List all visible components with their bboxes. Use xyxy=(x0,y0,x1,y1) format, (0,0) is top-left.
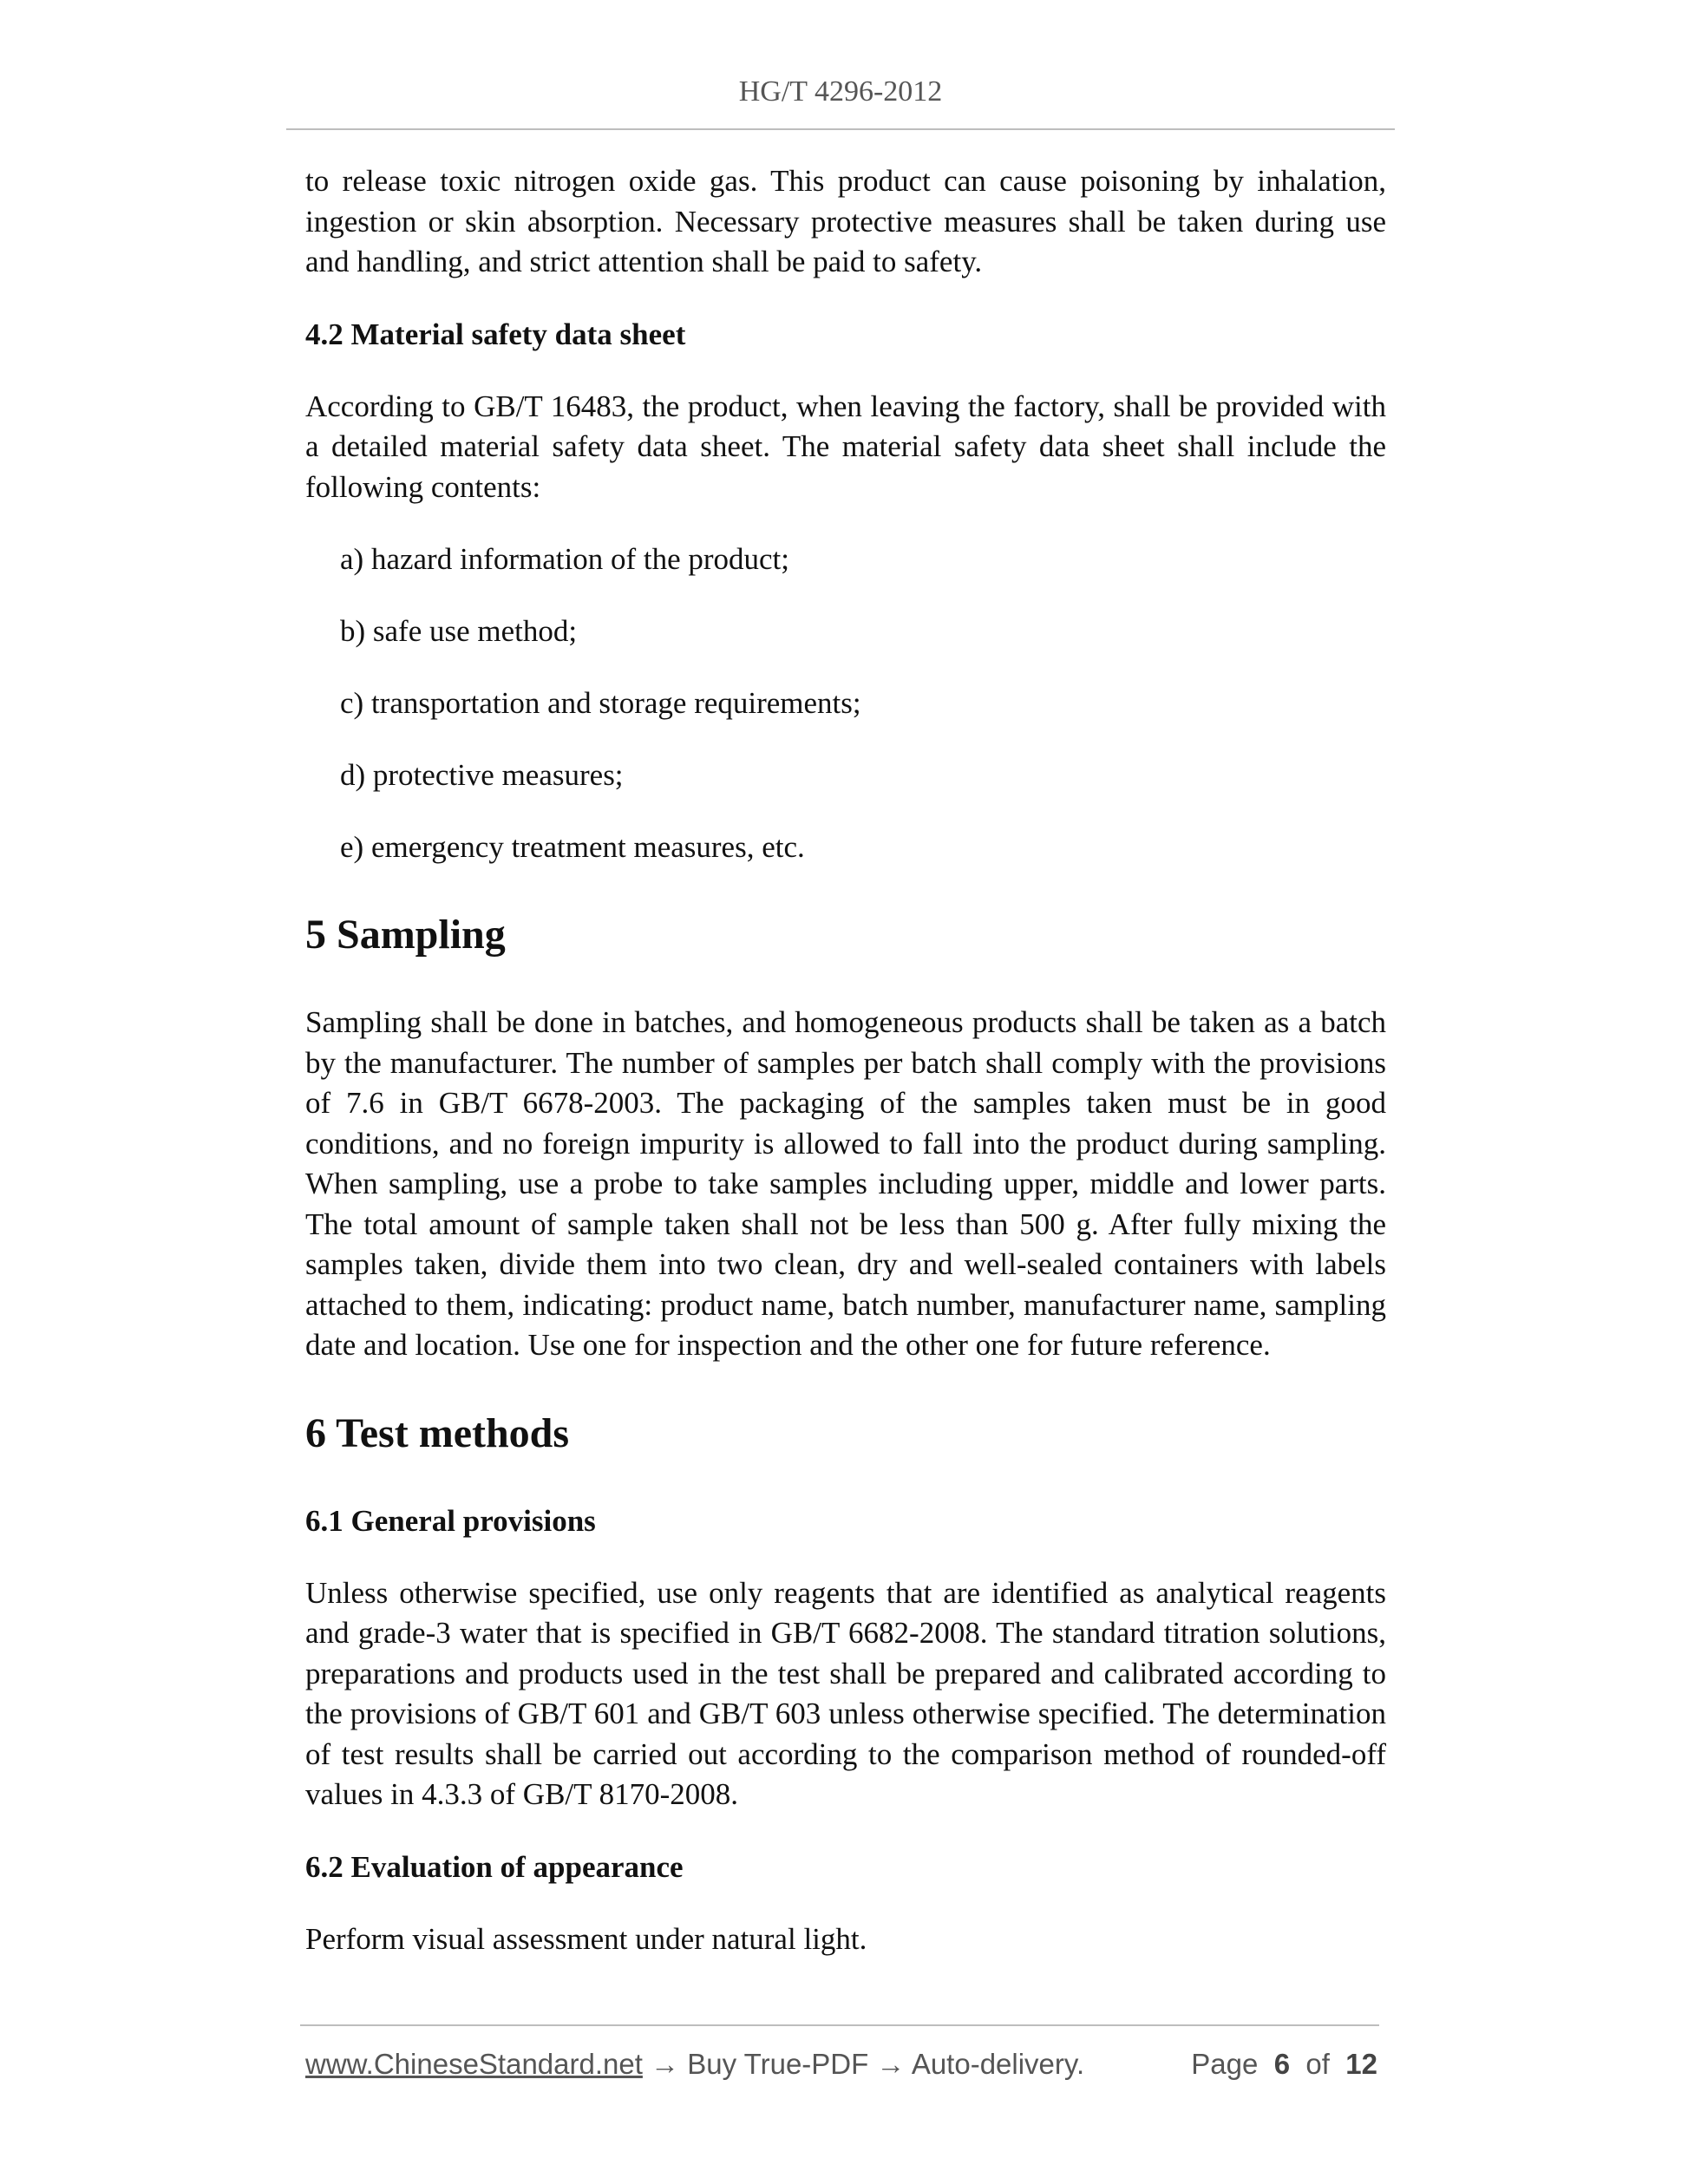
of-word: of xyxy=(1305,2048,1330,2080)
page-content xyxy=(305,161,1386,1959)
intro-paragraph: to release toxic nitrogen oxide gas. This product can cause poisoning by inhalation, ingestion or skin absorption. Necessary protective measures shall be taken during use and handling, and strict attention shall be paid to safety. xyxy=(305,164,1386,278)
section-6-2-paragraph: Perform visual assessment under natural light. xyxy=(305,1921,867,1956)
total-page-number: 12 xyxy=(1345,2048,1377,2080)
section-4-2-paragraph: According to GB/T 16483, the product, when leaving the factory, shall be provided with a detailed material safety data sheet. The material safety data sheet shall include the following contents: xyxy=(305,389,1386,504)
footer-promo-text: → Buy True-PDF → Auto-delivery. xyxy=(642,2048,1085,2080)
section-6-1-heading: 6.1 General provisions xyxy=(305,1503,596,1538)
section-6-heading: 6 Test methods xyxy=(305,1409,570,1456)
list-item: e) emergency treatment measures, etc. xyxy=(340,830,805,864)
section-6-2-heading: 6.2 Evaluation of appearance xyxy=(305,1849,684,1884)
document-code-header: HG/T 4296-2012 xyxy=(738,75,943,108)
page-word: Page xyxy=(1191,2048,1259,2080)
footer-promo xyxy=(305,2045,1084,2083)
list-item: d) protective measures; xyxy=(340,758,624,792)
page-number xyxy=(1191,2045,1377,2083)
section-5-heading: 5 Sampling xyxy=(305,912,506,958)
chinesestandard-link[interactable]: www.ChineseStandard.net xyxy=(305,2048,643,2080)
list-item: c) transportation and storage requirements; xyxy=(340,686,861,720)
section-6-1-paragraph: Unless otherwise specified, use only reagents that are identified as analytical reagents and grade-3 water that is specified in GB/T 6682-2008. The standard titration solutions, preparations and products used in the test shall be prepared and calibrated according to the provisions of GB/T 601 and GB/T 603 unless otherwise specified. The determination of test results shall be carried out according to the comparison method of rounded-off values in 4.3.3 of GB/T 8170-2008. xyxy=(305,1575,1386,1811)
page-footer xyxy=(305,2045,1377,2083)
current-page-number: 6 xyxy=(1273,2048,1291,2080)
footer-divider xyxy=(300,2024,1379,2026)
section-4-2-heading: 4.2 Material safety data sheet xyxy=(305,317,686,351)
list-item: b) safe use method; xyxy=(340,614,578,648)
header-divider xyxy=(286,128,1395,130)
section-5-paragraph: Sampling shall be done in batches, and homogeneous products shall be taken as a batch by the manufacturer. The number of samples per batch shall comply with the provisions of 7.6 in GB/T 6678-2003. The packaging of the samples taken must be in good conditions, and no foreign impurity is allowed to fall into the product during sampling. When sampling, use a probe to take samples including upper, middle and lower parts. The total amount of sample taken shall not be less than 500 g. After fully mixing the samples taken, divide them into two clean, dry and well-sealed containers with labels attached to them, indicating: product name, batch number, manufacturer name, sampling date and location. Use one for inspection and the other one for future reference. xyxy=(305,1005,1386,1362)
list-item: a) hazard information of the product; xyxy=(340,542,789,576)
